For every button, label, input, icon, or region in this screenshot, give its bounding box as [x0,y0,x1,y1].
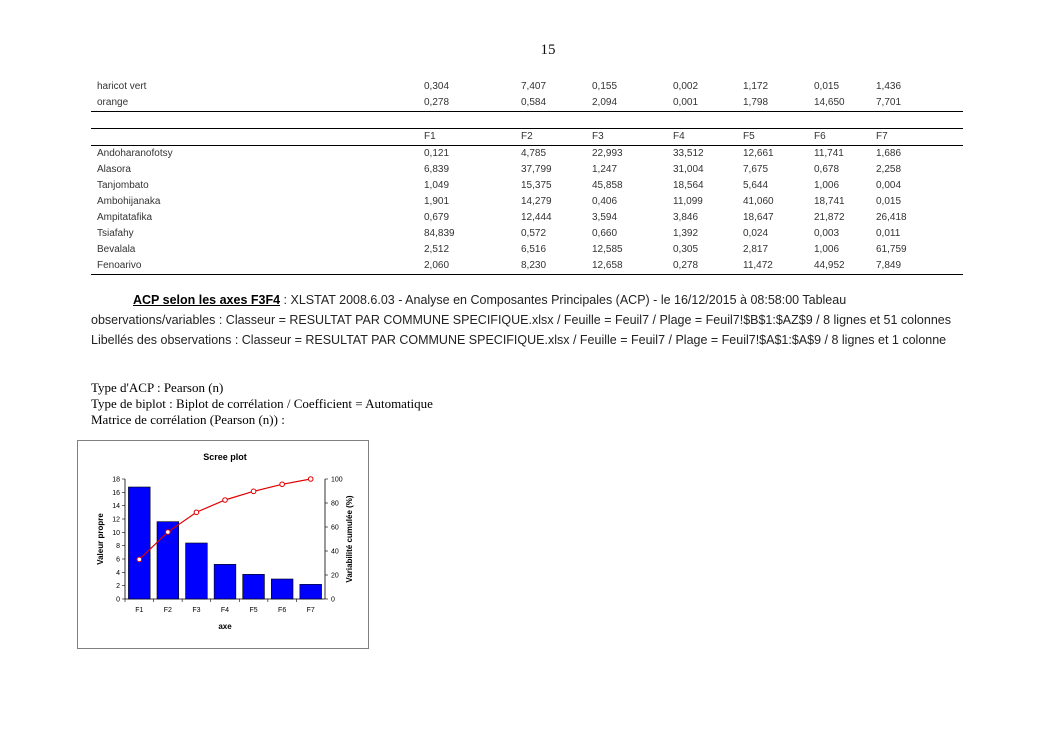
x-tick-label: F1 [135,607,144,614]
y-tick-label: 14 [112,503,120,511]
table-cell: 12,661 [743,148,774,159]
row-label: Andoharanofotsy [97,148,173,159]
table-row [91,146,963,163]
table-row [91,242,963,258]
table-cell: 7,701 [876,97,902,108]
table-cell: 18,564 [673,180,704,191]
y-tick-label: 6 [116,556,120,564]
table-cell: 18,647 [743,212,774,223]
table-cell: 0,679 [424,212,450,223]
y-tick-label: 10 [112,529,120,537]
table-cell: 41,060 [743,196,774,207]
table-cell: 12,585 [592,244,623,255]
row-label: Fenoarivo [97,260,142,271]
table-cell: 45,858 [592,180,623,191]
bar [214,564,236,599]
row-label: Tsiafahy [97,228,134,239]
table-cell: 3,846 [673,212,699,223]
bar [300,584,322,599]
table-cell: F5 [743,129,814,146]
table-cell: 5,644 [743,180,769,191]
scree-plot-chart [77,440,369,649]
row-label: orange [97,97,129,108]
table-cell: 4,785 [521,148,547,159]
table-cell: 0,406 [592,196,618,207]
table-cell: 21,872 [814,212,845,223]
table-cell: 0,001 [673,97,699,108]
table-row [91,79,963,95]
bar [186,543,208,599]
y-axis-label: Valeur propre [96,513,105,565]
contribution-table [91,128,963,275]
y2-tick-label: 20 [331,572,339,580]
biplot-type-line: Type de biplot : Biplot de corrélation / Coefficient = Automatique [91,396,433,411]
table-cell: 0,024 [743,228,769,239]
bar [271,579,293,599]
y-tick-label: 8 [116,543,120,551]
table-cell: 2,094 [592,97,618,108]
y2-tick-label: 100 [331,476,343,484]
table-cell: 1,686 [876,148,902,159]
table-cell: 0,584 [521,97,547,108]
y-tick-label: 12 [112,516,120,524]
table-cell: F6 [814,129,876,146]
table-cell: 2,060 [424,260,450,271]
table-cell: F3 [592,129,673,146]
table-cell: 31,004 [673,164,704,175]
table-cell: 33,512 [673,148,704,159]
table-cell: 7,849 [876,260,902,271]
table-cell: 61,759 [876,244,907,255]
bar [128,487,150,599]
table-cell: 11,472 [743,260,773,271]
table-cell: 14,279 [521,196,552,207]
table-cell: 18,741 [814,196,845,207]
table-cell: 0,015 [876,196,902,207]
table-cell: 7,407 [521,81,547,92]
y-tick-label: 4 [116,569,120,577]
table-cell: 0,305 [673,244,699,255]
cumulative-point [223,498,228,503]
y-tick-label: 18 [112,476,120,484]
table-row [91,226,963,242]
table-cell: 0,121 [424,148,450,159]
table-cell: 15,375 [521,180,552,191]
table-cell: F2 [521,129,592,146]
x-tick-label: F7 [306,607,315,614]
table-cell: 1,436 [876,81,902,92]
table-cell: 1,392 [673,228,699,239]
table-cell: 1,006 [814,180,840,191]
y2-tick-label: 40 [331,548,339,556]
table-cell: 0,572 [521,228,547,239]
table-row [91,210,963,226]
table-cell: 0,155 [592,81,618,92]
table-cell: 11,741 [814,148,844,159]
row-label: Bevalala [97,244,136,255]
x-tick-label: F5 [249,607,258,614]
row-label: Ambohijanaka [97,196,161,207]
y-tick-label: 0 [116,596,120,604]
table-cell: 0,015 [814,81,840,92]
table-cell: 2,258 [876,164,902,175]
table-cell: 14,650 [814,97,845,108]
x-tick-label: F3 [192,607,201,614]
cumulative-point [137,557,142,562]
cumulative-point [251,489,256,494]
table-row [91,178,963,194]
analysis-paragraph [91,290,961,350]
table-row [91,162,963,178]
table-cell: 0,002 [673,81,699,92]
table-cell: 2,817 [743,244,769,255]
table-cell: 1,901 [424,196,450,207]
table-cell: 1,049 [424,180,450,191]
table-cell: 1,006 [814,244,840,255]
correlation-matrix-line: Matrice de corrélation (Pearson (n)) : [91,412,285,427]
table-cell: 44,952 [814,260,845,271]
table-cell: 22,993 [592,148,623,159]
table-row [91,258,963,275]
table-cell: 0,278 [424,97,450,108]
table-row [91,194,963,210]
scree-plot-svg [78,441,368,648]
paragraph-text: : XLSTAT 2008.6.03 - Analyse en Composantes Principales (ACP) - le 16/12/2015 à 08:58:00 Tableau observations/variables : Classeur = RESULTAT PAR COMMUNE SPECIFIQUE.xlsx / Feuille = Feuil7 / Plage = Feuil7!$B$1:$AZ$9 / 8 lignes et 51 colonnes Libellés des observations : Classeur = RESULTAT PAR COMMUNE SPECIFIQUE.xlsx / Feuille = Feuil7 / Plage = Feuil7!$A$1:$A$9 / 8 lignes et 1 colonne [91,293,951,347]
table-cell: 1,798 [743,97,769,108]
table-cell: 0,011 [876,228,901,239]
cumulative-point [194,510,199,515]
pca-type-line: Type d'ACP : Pearson (n) [91,380,224,395]
table-cell: 0,278 [673,260,699,271]
table-cell: 0,660 [592,228,618,239]
table-cell: 0,004 [876,180,902,191]
y2-axis-label: Variabilité cumulée (%) [345,495,354,583]
table-cell: 37,799 [521,164,552,175]
table-row [91,95,963,112]
table-cell: 12,444 [521,212,552,223]
row-label: Ampitatafika [97,212,153,223]
table-cell: 1,247 [592,164,618,175]
table-cell: 0,678 [814,164,840,175]
chart-title: Scree plot [203,452,247,462]
top-table [91,79,963,112]
table-cell: 6,516 [521,244,547,255]
table-cell: F4 [673,129,743,146]
row-label: Alasora [97,164,131,175]
x-axis-label: axe [218,622,232,631]
x-tick-label: F2 [163,607,172,614]
y2-tick-label: 60 [331,524,339,532]
table-cell: 1,172 [743,81,769,92]
y2-tick-label: 80 [331,500,339,508]
section-link[interactable]: ACP selon les axes F3F4 [133,293,281,307]
table-header-row [91,129,963,146]
table-cell: 2,512 [424,244,450,255]
cumulative-point [280,482,285,487]
page-number: 15 [540,42,556,58]
bar [243,574,265,599]
table-cell: 3,594 [592,212,618,223]
table-cell: 0,003 [814,228,840,239]
table-cell: F1 [424,129,521,146]
table-cell: 8,230 [521,260,547,271]
table-cell: 0,304 [424,81,450,92]
row-label [91,129,424,146]
table-cell: 84,839 [424,228,455,239]
y-tick-label: 2 [116,583,120,591]
table-cell: 26,418 [876,212,907,223]
table-cell: 7,675 [743,164,769,175]
pca-settings [91,380,433,428]
cumulative-point [308,477,313,482]
row-label: haricot vert [97,81,147,92]
table-cell: 6,839 [424,164,450,175]
cumulative-point [166,530,171,535]
table-cell: F7 [876,129,963,146]
y2-tick-label: 0 [331,596,335,604]
x-tick-label: F4 [220,607,230,614]
table-cell: 12,658 [592,260,623,271]
row-label: Tanjombato [97,180,149,191]
y-tick-label: 16 [112,489,120,497]
x-tick-label: F6 [278,607,287,614]
table-cell: 11,099 [673,196,703,207]
